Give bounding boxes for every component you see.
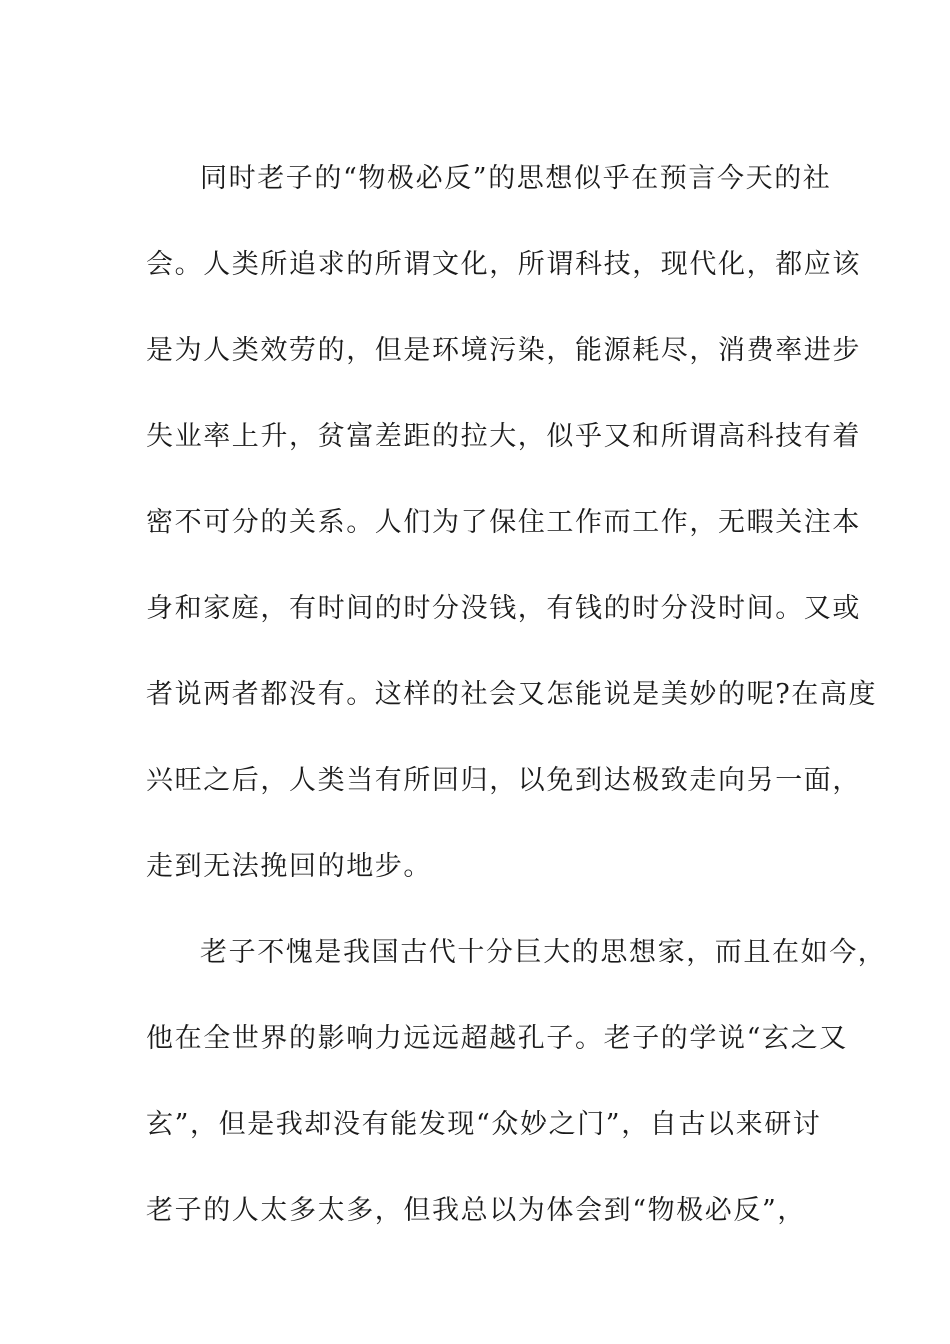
paragraph-1 [146, 136, 878, 910]
body-text [146, 136, 887, 1254]
text-line: 失业率上升，贫富差距的拉大，似乎又和所谓高科技有着 [146, 421, 861, 452]
paragraph-2 [146, 910, 887, 1254]
text-line: 走到无法挽回的地步。 [146, 851, 432, 882]
text-line: 兴旺之后，人类当有所回归，以免到达极致走向另一面， [146, 765, 861, 796]
text-line: 是为人类效劳的，但是环境污染，能源耗尽，消费率进步 [146, 335, 861, 366]
text-line: 身和家庭，有时间的时分没钱，有钱的时分没时间。又或 [146, 593, 861, 624]
text-line: 者说两者都没有。这样的社会又怎能说是美妙的呢?在高度 [146, 679, 878, 710]
text-line: 他在全世界的影响力远远超越孔子。老子的学说“玄之又 [146, 1023, 848, 1054]
text-line: 老子不愧是我国古代十分巨大的思想家，而且在如今， [200, 937, 887, 968]
text-line: 会。人类所追求的所谓文化，所谓科技，现代化，都应该 [146, 249, 861, 280]
text-line: 密不可分的关系。人们为了保住工作而工作，无暇关注本 [146, 507, 861, 538]
text-line: 同时老子的“物极必反”的思想似乎在预言今天的社 [200, 163, 832, 194]
text-line: 老子的人太多太多，但我总以为体会到“物极必反”， [146, 1195, 807, 1226]
text-line: 玄”，但是我却没有能发现“众妙之门”，自古以来研讨 [146, 1109, 822, 1140]
